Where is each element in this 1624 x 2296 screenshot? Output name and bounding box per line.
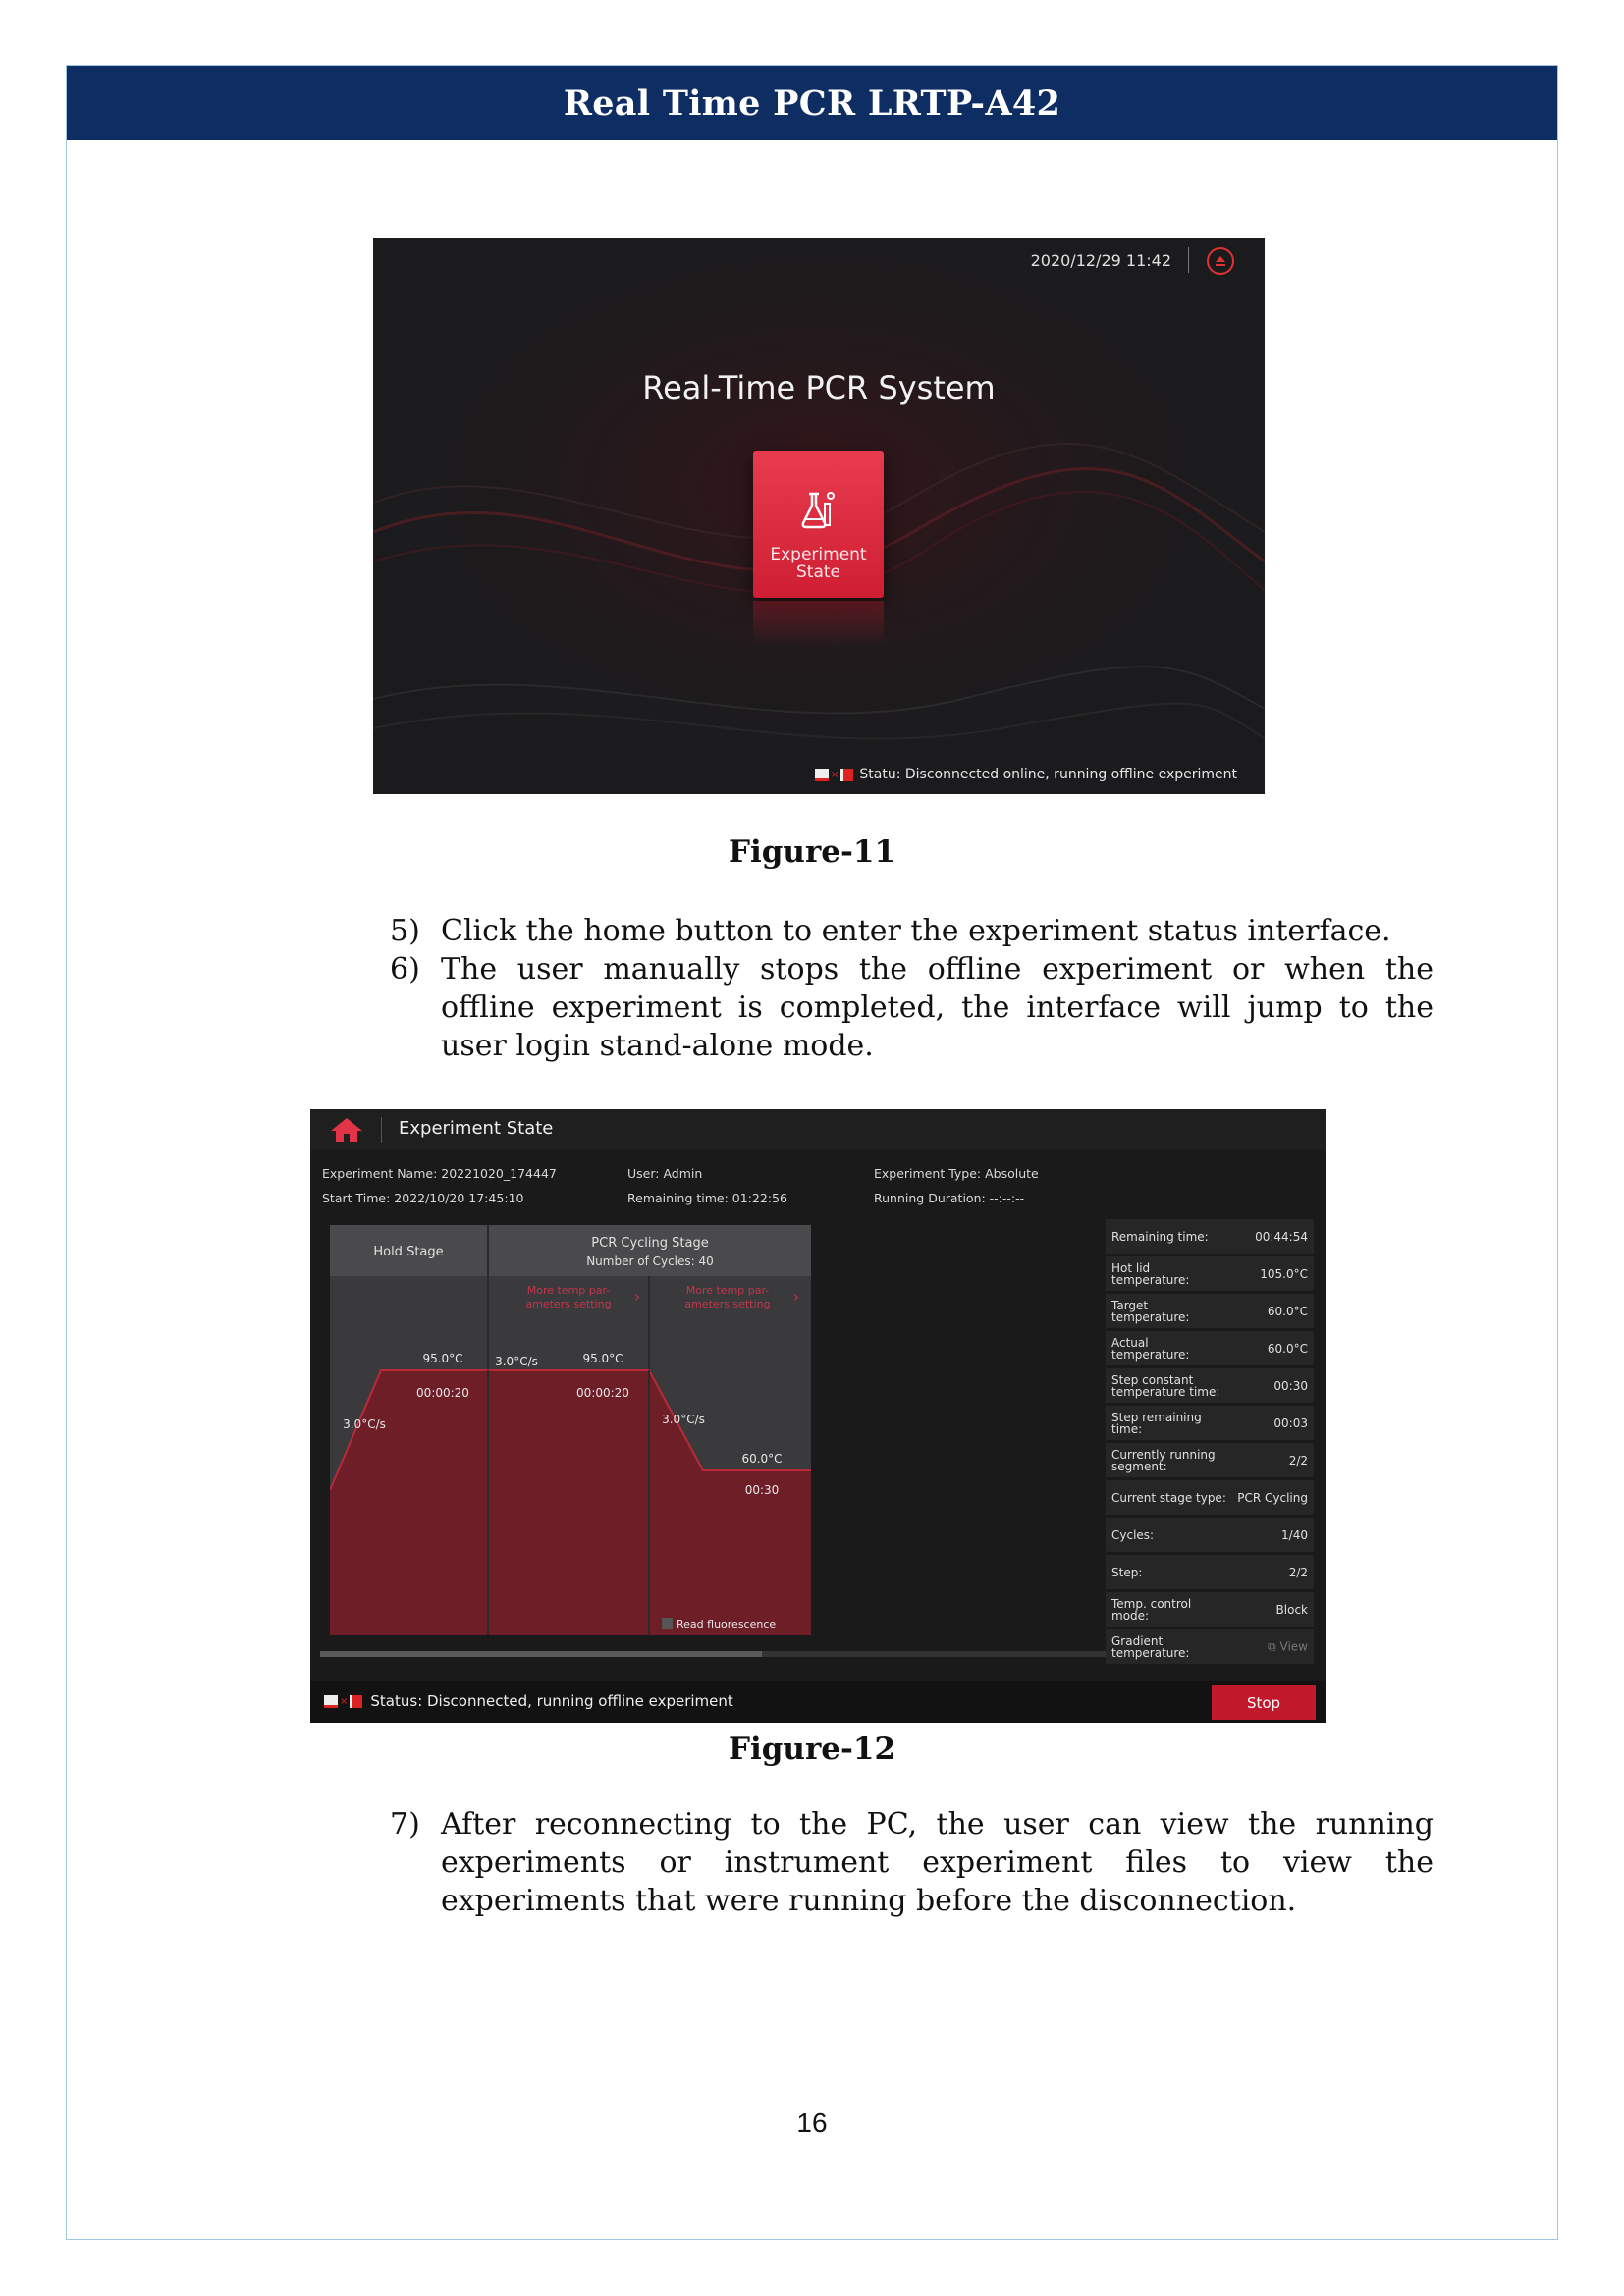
step1-temp-label: 95.0°C: [582, 1352, 623, 1365]
page-number: 16: [796, 2108, 828, 2138]
step1-rate-label: 3.0°C/s: [495, 1355, 538, 1368]
eject-button[interactable]: [1207, 247, 1234, 275]
status-text: Statu: Disconnected online, running offline experiment: [859, 767, 1237, 782]
row-value: 2/2: [1288, 1453, 1308, 1468]
datetime-display: 2020/12/29 11:42: [1030, 251, 1171, 270]
status-row: [1106, 1368, 1314, 1403]
row-value: 00:44:54: [1255, 1229, 1308, 1244]
divider: [1188, 247, 1189, 273]
view-icon: ⧉: [1268, 1639, 1280, 1653]
list-number: 5): [390, 914, 420, 948]
status-panel: [1106, 1219, 1314, 1667]
hold-rate-label: 3.0°C/s: [343, 1417, 386, 1431]
hold-temp-label: 95.0°C: [422, 1352, 463, 1365]
list-text: After reconnecting to the PC, the user can view the running experiments or instrument experiment files to view the experiments that were running before the disconnection.: [441, 1807, 1434, 1918]
tile-label-line2: State: [796, 562, 840, 582]
cycles-label: Number of Cycles: 40: [586, 1255, 714, 1268]
status-row: [1106, 1443, 1314, 1477]
more-temp-link-2-line2[interactable]: ameters setting: [684, 1298, 771, 1310]
experiment-name: Experiment Name: 20221020_174447: [322, 1166, 557, 1181]
tile-reflection: [753, 601, 884, 646]
more-temp-link-1-line2[interactable]: ameters setting: [525, 1298, 612, 1310]
row-value: 1/40: [1281, 1527, 1308, 1542]
row-label: Gradient temperature:: [1111, 1633, 1190, 1660]
figure-11-screenshot: [373, 238, 1265, 794]
row-label: Actual temperature:: [1111, 1335, 1190, 1362]
figure-12-caption: Figure-12: [728, 1732, 896, 1767]
hold-time-label: 00:00:20: [416, 1386, 469, 1400]
temperature-profile-area: [330, 1370, 811, 1635]
row-value: Block: [1275, 1602, 1308, 1617]
status-message: [324, 1692, 733, 1710]
eject-icon: [1214, 254, 1227, 268]
scrollbar-thumb[interactable]: [320, 1651, 762, 1657]
status-row: [1106, 1629, 1314, 1664]
row-value: 00:03: [1273, 1415, 1308, 1430]
start-time: Start Time: 2022/10/20 17:45:10: [322, 1191, 524, 1205]
row-value: 105.0°C: [1260, 1266, 1308, 1281]
status-row: [1106, 1555, 1314, 1589]
list-item: [390, 950, 1434, 1065]
row-label: Current stage type:: [1111, 1490, 1226, 1505]
chevron-right-icon[interactable]: ›: [634, 1288, 640, 1306]
list-number: 7): [390, 1807, 420, 1842]
status-row: [1106, 1219, 1314, 1254]
more-temp-link-2[interactable]: More temp par-: [685, 1284, 770, 1297]
status-row: [1106, 1592, 1314, 1627]
status-row: [1106, 1331, 1314, 1365]
read-fluorescence-checkbox[interactable]: [662, 1618, 673, 1629]
list-text: Click the home button to enter the experiment status interface.: [441, 914, 1391, 948]
step1-time-label: 00:00:20: [576, 1386, 629, 1400]
list-item: [390, 912, 1434, 950]
temperature-profile-chart: [330, 1225, 811, 1635]
row-value: PCR Cycling: [1237, 1490, 1308, 1505]
pcr-stage-header: [489, 1225, 811, 1276]
figure-12-screenshot: [310, 1109, 1326, 1723]
status-row: [1106, 1406, 1314, 1440]
flask-icon: [795, 488, 840, 533]
step2-rate-label: 3.0°C/s: [662, 1413, 705, 1426]
row-label: Target temperature:: [1111, 1298, 1190, 1324]
read-fluorescence-label: Read fluorescence: [677, 1618, 777, 1630]
row-value: 00:30: [1273, 1378, 1308, 1393]
row-label: Currently running segment:: [1111, 1447, 1216, 1473]
status-row: [1106, 1480, 1314, 1515]
tile-label: [753, 546, 884, 581]
remaining-time: Remaining time: 01:22:56: [627, 1191, 787, 1205]
step2-temp-label: 60.0°C: [741, 1452, 783, 1466]
list-number: 6): [390, 952, 420, 987]
document-title: Real Time PCR LRTP-A42: [563, 82, 1061, 124]
status-row: [1106, 1518, 1314, 1552]
hold-stage-label: Hold Stage: [373, 1245, 444, 1259]
stop-button[interactable]: Stop: [1212, 1685, 1316, 1720]
status-bar: [815, 767, 1237, 782]
status-row: [1106, 1294, 1314, 1328]
running-duration: Running Duration: --:--:--: [874, 1191, 1025, 1205]
row-label: Temp. control mode:: [1111, 1596, 1192, 1623]
divider: [381, 1117, 382, 1143]
figure-11-caption: Figure-11: [728, 834, 896, 870]
more-temp-link-1[interactable]: More temp par-: [526, 1284, 611, 1297]
row-label: Cycles:: [1111, 1527, 1155, 1542]
row-label: Step remaining time:: [1111, 1410, 1202, 1436]
steps-list-b: [390, 1805, 1434, 1920]
step2-time-label: 00:30: [744, 1483, 780, 1497]
disconnected-icon: ×: [324, 1695, 362, 1708]
user: User: Admin: [627, 1166, 703, 1181]
status-bar: [310, 1681, 1326, 1723]
experiment-type: Experiment Type: Absolute: [874, 1166, 1039, 1181]
row-value: 2/2: [1288, 1565, 1308, 1579]
view-label: View: [1279, 1639, 1308, 1653]
home-icon: [330, 1117, 363, 1143]
horizontal-scrollbar[interactable]: [320, 1651, 1106, 1657]
disconnected-icon: ×: [815, 769, 853, 781]
experiment-state-tile[interactable]: [753, 451, 884, 598]
row-value: 60.0°C: [1267, 1341, 1308, 1356]
row-value: 60.0°C: [1267, 1304, 1308, 1318]
screen-title: Experiment State: [399, 1118, 554, 1139]
home-button[interactable]: [330, 1117, 363, 1147]
row-label: Remaining time:: [1111, 1229, 1209, 1244]
status-text: Status: Disconnected, running offline experiment: [370, 1692, 733, 1710]
system-title: Real-Time PCR System: [642, 369, 996, 406]
row-label: Step:: [1111, 1565, 1143, 1579]
chevron-right-icon[interactable]: ›: [793, 1288, 799, 1306]
pcr-stage-label: PCR Cycling Stage: [591, 1236, 709, 1251]
row-label: Hot lid temperature:: [1111, 1260, 1190, 1287]
row-label: Step constant temperature time:: [1111, 1372, 1220, 1399]
steps-list-a: [390, 912, 1434, 1065]
list-item: [390, 1805, 1434, 1920]
view-gradient-button[interactable]: [1268, 1639, 1308, 1654]
tile-label-line1: Experiment: [770, 545, 867, 564]
list-text: The user manually stops the offline experiment or when the offline experiment is completed, the interface will jump to the user login stand-alone mode.: [441, 952, 1434, 1063]
status-row: [1106, 1256, 1314, 1291]
header-bar: [67, 66, 1557, 140]
